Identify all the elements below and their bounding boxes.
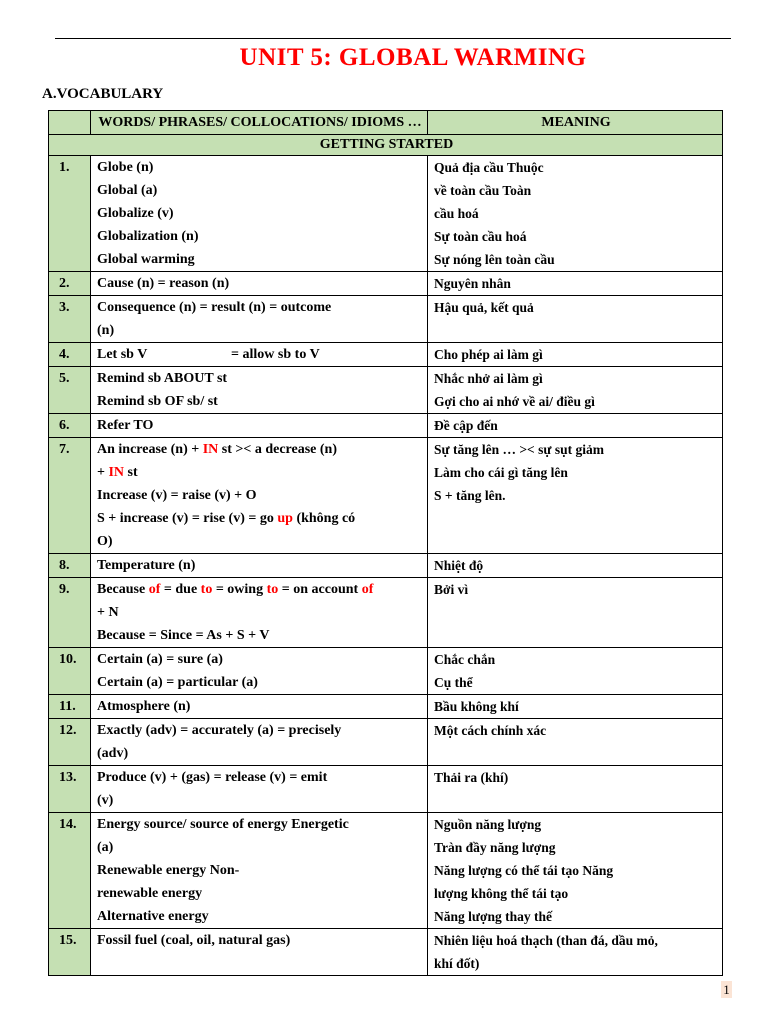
word-text: Remind sb OF sb/ st xyxy=(97,394,218,409)
word-text: st >< a decrease (n) xyxy=(218,442,338,457)
word-text: = due xyxy=(160,582,201,597)
vocabulary-table xyxy=(48,110,723,976)
emphasized-word: to xyxy=(266,582,279,597)
word-line xyxy=(97,530,423,553)
word-cell xyxy=(91,719,428,766)
word-text: Fossil fuel (coal, oil, natural gas) xyxy=(97,933,291,948)
header-cell-number xyxy=(49,111,91,135)
table-row xyxy=(49,929,723,976)
table-row xyxy=(49,156,723,272)
table-row xyxy=(49,438,723,554)
word-text: Increase (v) = raise (v) + O xyxy=(97,488,257,503)
word-text: Because xyxy=(97,582,149,597)
row-number: 8. xyxy=(49,554,91,578)
word-line xyxy=(97,766,423,789)
word-cell xyxy=(91,929,428,976)
word-text: (không có xyxy=(292,511,356,526)
meaning-line: lượng không thể tái tạo xyxy=(434,886,569,901)
word-text: Renewable energy Non- xyxy=(97,863,240,878)
meaning-line: Hậu quả, kết quả xyxy=(434,300,534,315)
word-line xyxy=(97,882,423,905)
word-text: (n) xyxy=(97,323,115,338)
row-number: 9. xyxy=(49,578,91,648)
meaning-cell xyxy=(428,296,723,343)
word-cell xyxy=(91,554,428,578)
word-line xyxy=(97,414,423,437)
word-text: Refer TO xyxy=(97,418,154,433)
meaning-line: Quả địa cầu Thuộc xyxy=(434,160,544,175)
word-line xyxy=(97,390,423,413)
row-number: 6. xyxy=(49,414,91,438)
row-number: 7. xyxy=(49,438,91,554)
word-line xyxy=(97,671,423,694)
meaning-cell xyxy=(428,343,723,367)
word-text: Globe (n) xyxy=(97,160,154,175)
table-row xyxy=(49,554,723,578)
table-row xyxy=(49,766,723,813)
word-line xyxy=(97,461,423,484)
meaning-line: Nhắc nhở ai làm gì xyxy=(434,371,543,386)
word-text: O) xyxy=(97,534,113,549)
word-text: S + increase (v) = rise (v) = go xyxy=(97,511,278,526)
meaning-line: S + tăng lên. xyxy=(434,488,506,503)
emphasized-word: to xyxy=(200,582,213,597)
table-row xyxy=(49,648,723,695)
table-row xyxy=(49,695,723,719)
word-line xyxy=(97,248,423,271)
word-line xyxy=(97,742,423,765)
table-row xyxy=(49,343,723,367)
word-text: + N xyxy=(97,605,119,620)
meaning-cell xyxy=(428,156,723,272)
word-text: Globalization (n) xyxy=(97,229,199,244)
word-text: An increase (n) + xyxy=(97,442,203,457)
word-text: Produce (v) + (gas) = release (v) = emit xyxy=(97,770,328,785)
word-line xyxy=(97,836,423,859)
meaning-line: Thải ra (khí) xyxy=(434,770,509,785)
emphasized-word: IN xyxy=(202,442,219,457)
word-text: (v) xyxy=(97,793,114,808)
word-text: Alternative energy xyxy=(97,909,209,924)
word-text: Global warming xyxy=(97,252,195,267)
word-text: Energy source/ source of energy Energetic xyxy=(97,817,349,832)
table-header-row xyxy=(49,111,723,135)
meaning-cell xyxy=(428,929,723,976)
table-row xyxy=(49,367,723,414)
word-line xyxy=(97,859,423,882)
word-text: Certain (a) = sure (a) xyxy=(97,652,223,667)
table-section-row xyxy=(49,135,723,156)
word-line xyxy=(97,905,423,928)
word-text: (adv) xyxy=(97,746,129,761)
emphasized-word: IN xyxy=(108,465,125,480)
word-text: Temperature (n) xyxy=(97,558,196,573)
emphasized-word: of xyxy=(361,582,374,597)
word-cell xyxy=(91,296,428,343)
meaning-cell xyxy=(428,813,723,929)
word-line xyxy=(97,484,423,507)
meaning-cell xyxy=(428,554,723,578)
meaning-line: Đề cập đến xyxy=(434,418,498,433)
meaning-cell xyxy=(428,766,723,813)
word-line xyxy=(97,719,423,742)
word-cell xyxy=(91,578,428,648)
meaning-line: Nguồn năng lượng xyxy=(434,817,542,832)
word-text: Because = Since = As + S + V xyxy=(97,628,270,643)
word-cell xyxy=(91,766,428,813)
meaning-cell xyxy=(428,367,723,414)
word-line xyxy=(97,695,423,718)
meaning-cell xyxy=(428,414,723,438)
row-number: 4. xyxy=(49,343,91,367)
word-text: (a) xyxy=(97,840,114,855)
word-text: Globalize (v) xyxy=(97,206,174,221)
word-text: Exactly (adv) = accurately (a) = precisely xyxy=(97,723,342,738)
word-line xyxy=(97,319,423,342)
table-row xyxy=(49,813,723,929)
word-line xyxy=(97,813,423,836)
row-number: 12. xyxy=(49,719,91,766)
word-text: + xyxy=(97,465,109,480)
meaning-cell xyxy=(428,719,723,766)
top-rule xyxy=(55,38,731,39)
meaning-cell xyxy=(428,648,723,695)
word-text: = owing xyxy=(212,582,267,597)
row-number: 14. xyxy=(49,813,91,929)
word-line xyxy=(97,156,423,179)
table-row xyxy=(49,272,723,296)
meaning-line: về toàn cầu Toàn xyxy=(434,183,532,198)
row-number: 10. xyxy=(49,648,91,695)
meaning-line: cầu hoá xyxy=(434,206,479,221)
meaning-line: Một cách chính xác xyxy=(434,723,547,738)
row-number: 5. xyxy=(49,367,91,414)
word-cell xyxy=(91,414,428,438)
meaning-line: Bầu không khí xyxy=(434,699,519,714)
row-number: 15. xyxy=(49,929,91,976)
word-cell xyxy=(91,156,428,272)
word-line xyxy=(97,179,423,202)
meaning-cell xyxy=(428,695,723,719)
word-cell xyxy=(91,438,428,554)
meaning-line: Bởi vì xyxy=(434,582,469,597)
word-line xyxy=(97,296,423,319)
word-line xyxy=(97,225,423,248)
row-number: 11. xyxy=(49,695,91,719)
word-line xyxy=(97,507,423,530)
word-text: renewable energy xyxy=(97,886,203,901)
word-line xyxy=(97,578,423,601)
meaning-line: Nguyên nhân xyxy=(434,276,511,291)
header-cell-meaning: MEANING xyxy=(428,111,723,135)
emphasized-word: of xyxy=(148,582,161,597)
word-cell xyxy=(91,648,428,695)
page-title: UNIT 5: GLOBAL WARMING xyxy=(239,44,587,71)
word-line xyxy=(97,789,423,812)
header-cell-words: WORDS/ PHRASES/ COLLOCATIONS/ IDIOMS … xyxy=(91,111,428,135)
meaning-line: Nhiên liệu hoá thạch (than đá, dầu mỏ, xyxy=(434,933,658,948)
word-cell xyxy=(91,272,428,296)
word-line xyxy=(97,554,423,577)
meaning-line: Năng lượng thay thế xyxy=(434,909,552,924)
word-cell xyxy=(91,695,428,719)
meaning-line: Cho phép ai làm gì xyxy=(434,347,543,362)
word-text: Certain (a) = particular (a) xyxy=(97,675,258,690)
word-cell xyxy=(91,367,428,414)
emphasized-word: up xyxy=(277,511,293,526)
word-line xyxy=(97,648,423,671)
word-line xyxy=(97,929,423,952)
row-number: 2. xyxy=(49,272,91,296)
word-text: st xyxy=(124,465,138,480)
word-text: Remind sb ABOUT st xyxy=(97,371,228,386)
meaning-cell xyxy=(428,272,723,296)
meaning-cell xyxy=(428,578,723,648)
word-line xyxy=(97,367,423,390)
word-line xyxy=(97,438,423,461)
word-text: Cause (n) = reason (n) xyxy=(97,276,230,291)
table-row xyxy=(49,414,723,438)
row-number: 13. xyxy=(49,766,91,813)
word-line xyxy=(97,601,423,624)
meaning-line: Làm cho cái gì tăng lên xyxy=(434,465,568,480)
row-number: 1. xyxy=(49,156,91,272)
word-text: Let sb V = allow sb to V xyxy=(97,347,320,362)
table-row xyxy=(49,578,723,648)
word-text: = on account xyxy=(278,582,362,597)
meaning-line: Cụ thể xyxy=(434,675,473,690)
word-line xyxy=(97,343,423,366)
meaning-line: Sự nóng lên toàn cầu xyxy=(434,252,555,267)
page-number: 1 xyxy=(721,981,732,998)
row-number: 3. xyxy=(49,296,91,343)
word-line xyxy=(97,202,423,225)
meaning-line: khí đốt) xyxy=(434,956,480,971)
word-line xyxy=(97,624,423,647)
table-row xyxy=(49,719,723,766)
meaning-line: Sự tăng lên … >< sự sụt giảm xyxy=(434,442,604,457)
meaning-line: Sự toàn cầu hoá xyxy=(434,229,527,244)
section-heading: A.VOCABULARY xyxy=(42,86,164,102)
meaning-cell xyxy=(428,438,723,554)
meaning-line: Tràn đầy năng lượng xyxy=(434,840,556,855)
meaning-line: Năng lượng có thể tái tạo Năng xyxy=(434,863,614,878)
meaning-line: Chắc chắn xyxy=(434,652,496,667)
word-line xyxy=(97,272,423,295)
word-text: Global (a) xyxy=(97,183,158,198)
word-text: Consequence (n) = result (n) = outcome xyxy=(97,300,332,315)
table-row xyxy=(49,296,723,343)
meaning-line: Nhiệt độ xyxy=(434,558,484,573)
word-cell xyxy=(91,813,428,929)
word-text: Atmosphere (n) xyxy=(97,699,191,714)
section-label: GETTING STARTED xyxy=(49,135,723,156)
word-cell xyxy=(91,343,428,367)
meaning-line: Gợi cho ai nhớ về ai/ điều gì xyxy=(434,394,595,409)
